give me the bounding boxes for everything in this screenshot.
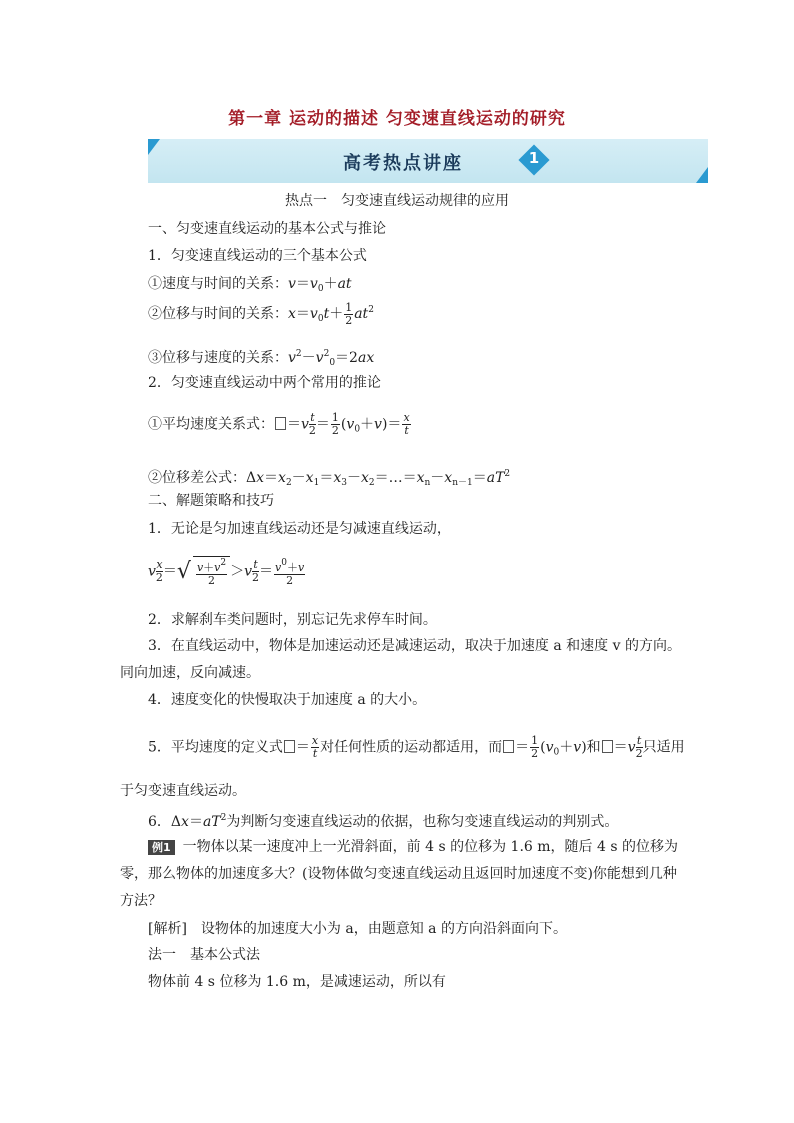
formula-label: ③位移与速度的关系：: [148, 350, 288, 366]
section2-item3b: 同向加速，反向减速。: [120, 665, 260, 681]
item5-text: 5．平均速度的定义式: [148, 739, 283, 756]
example-method1: 法一 基本公式法: [148, 947, 260, 963]
section2-item4: 4．速度变化的快慢取决于加速度 a 的大小。: [148, 692, 427, 708]
item6-text: 为判断匀变速直线运动的依据，也称匀变速直线运动的判别式。: [226, 814, 619, 830]
banner-title: 高考热点讲座: [343, 153, 463, 174]
banner-corner-left: [148, 139, 160, 155]
example-line3: 方法？: [120, 893, 162, 909]
example-text: 一物体以某一速度冲上一光滑斜面，前 4 s 的位移为 1.6 m，随后 4 s 的位移为: [182, 839, 678, 855]
section2-item1: 1．无论是匀加速直线运动还是匀减速直线运动，: [148, 521, 451, 537]
formula-average-velocity: ①平均速度关系式： ＝v $\frac{t}{2}$ ＝ $\frac{1}{2}$ $(v_0+v)=$ $\frac{x}{t}$: [148, 411, 410, 437]
example-line1: [148, 838, 678, 856]
example-method1-line: 物体前 4 s 位移为 1.6 m，是减速运动，所以有: [148, 974, 446, 990]
formula-midpoint-velocity: v $\frac{x}{2}$ ＝√ $\frac{v+v^2}{2}$ ＞v $\frac{t}{2}$ ＝ $\frac{v^0+v}{2}$: [148, 557, 305, 587]
section2-item6: 6．$\Delta x=aT^2$为判断匀变速直线运动的依据，也称匀变速直线运动的判别式。: [148, 813, 619, 830]
formula-label: ①平均速度关系式：: [148, 416, 274, 433]
vbar-placeholder-icon: [284, 740, 295, 753]
formula-displacement-velocity: ③位移与速度的关系：$v^2-v^2_0=2ax$: [148, 349, 375, 368]
vbar-placeholder-icon: [503, 740, 514, 753]
section1-heading: 一、匀变速直线运动的基本公式与推论: [148, 221, 386, 237]
item5-text: 对任何性质的运动都适用，而: [320, 739, 503, 756]
section1-sub1: 1．匀变速直线运动的三个基本公式: [148, 248, 367, 264]
section2-item3a: 3．在直线运动中，物体是加速运动还是减速运动，取决于加速度 a 和速度 v 的方向。: [148, 638, 681, 654]
section2-heading: 二、解题策略和技巧: [148, 493, 274, 509]
example-line2: 零，那么物体的加速度多大？(设物体做匀变速直线运动且返回时加速度不变)你能想到几种: [120, 866, 677, 882]
section2-item5: 5．平均速度的定义式 ＝ $\frac{x}{t}$ 对任何性质的运动都适用，而 ＝ $\frac{1}{2}$ $(v_0+v)$和 ＝v $\frac{t}{2}$ 只适用: [148, 734, 685, 760]
formula-displacement-difference: ②位移差公式：$\Delta x=x_2-x_1=x_3-x_2=\dots=x_n-x_{n-1}=aT^2$: [148, 469, 511, 488]
example-tag: 例1: [148, 840, 175, 855]
formula-velocity-time: ①速度与时间的关系：$v=v_0+at$: [148, 276, 352, 294]
lecture-banner: [148, 139, 708, 183]
formula-label: ②位移差公式：: [148, 470, 246, 486]
section1-sub2: 2．匀变速直线运动中两个常用的推论: [148, 375, 381, 391]
section2-item2: 2．求解刹车类问题时，别忘记先求停车时间。: [148, 612, 437, 628]
formula-displacement-time: ②位移与时间的关系：$x=v_0t+$ $\frac{1}{2}$ $at^2$: [148, 300, 374, 327]
banner-badge: [518, 144, 550, 176]
banner-corner-right: [696, 167, 708, 183]
item5-text: 只适用: [642, 739, 685, 756]
formula-label: ②位移与时间的关系：: [148, 306, 288, 322]
section2-item5e: 于匀变速直线运动。: [120, 783, 246, 799]
vbar-placeholder-icon: [275, 417, 286, 430]
badge-number: 1: [528, 149, 540, 167]
example-analysis: [解析] 设物体的加速度大小为 a，由题意知 a 的方向沿斜面向下。: [148, 921, 567, 937]
hotspot-title: 热点一 匀变速直线运动规律的应用: [285, 193, 509, 209]
formula-label: ①速度与时间的关系：: [148, 276, 288, 292]
item5-text: 和: [586, 739, 601, 756]
chapter-title: 第一章 运动的描述 匀变速直线运动的研究: [228, 109, 566, 129]
vbar-placeholder-icon: [602, 740, 613, 753]
